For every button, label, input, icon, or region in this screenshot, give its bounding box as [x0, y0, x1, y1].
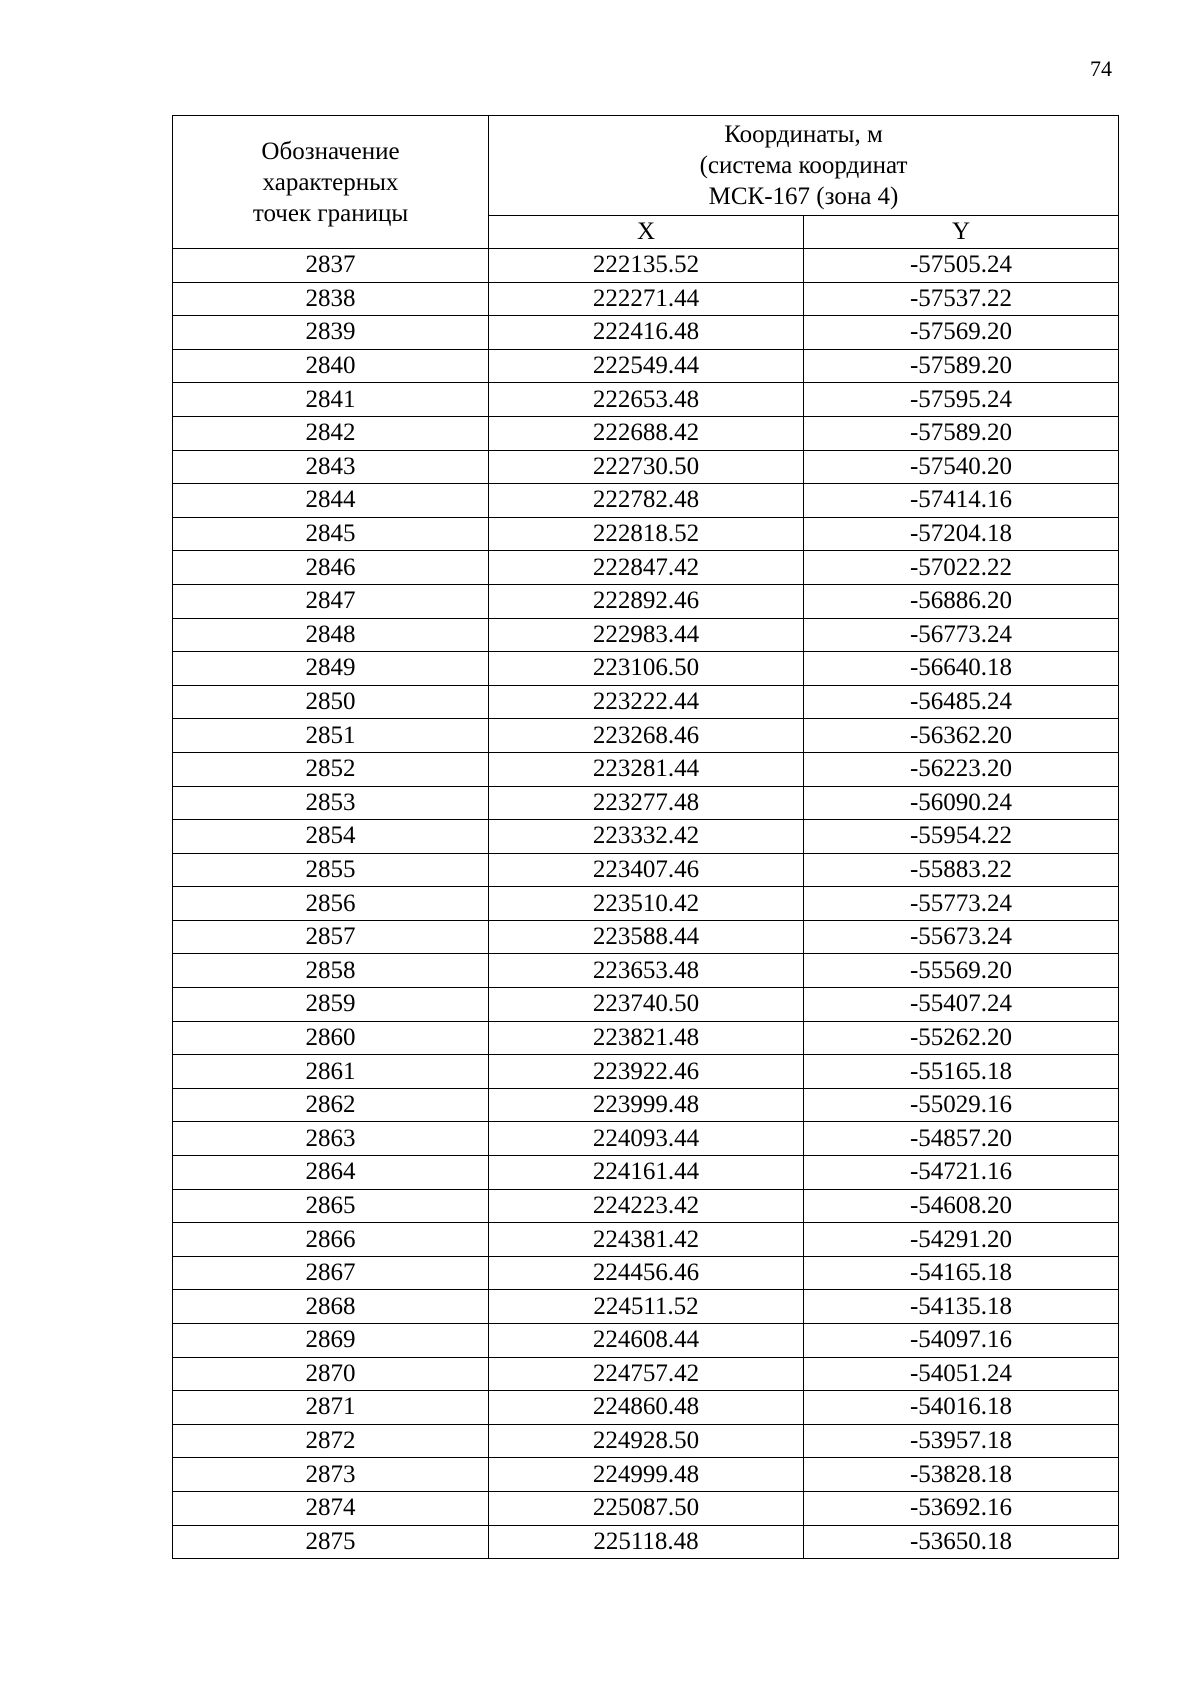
x-coordinate-cell: 222983.44: [489, 618, 804, 652]
point-id-cell: 2860: [173, 1021, 489, 1055]
table-row: [173, 1055, 1119, 1089]
y-coordinate-cell: -57589.20: [804, 349, 1119, 383]
page-number: 74: [1090, 56, 1112, 81]
y-coordinate-cell: -56640.18: [804, 652, 1119, 686]
table-row: [173, 1525, 1119, 1559]
x-coordinate-cell: 225087.50: [489, 1491, 804, 1525]
point-id-cell: 2853: [173, 786, 489, 820]
table-row: [173, 282, 1119, 316]
y-coordinate-cell: -55569.20: [804, 954, 1119, 988]
x-coordinate-cell: 223653.48: [489, 954, 804, 988]
x-coordinate-cell: 222688.42: [489, 416, 804, 450]
x-coordinate-cell: 224161.44: [489, 1156, 804, 1190]
point-id-cell: 2840: [173, 349, 489, 383]
coords-header-line: МСК-167 (зона 4): [708, 182, 899, 210]
point-id-cell: 2857: [173, 920, 489, 954]
point-id-cell: 2869: [173, 1324, 489, 1358]
table-row: [173, 1156, 1119, 1190]
table-row: [173, 719, 1119, 753]
table-row: [173, 618, 1119, 652]
x-coordinate-cell: 224511.52: [489, 1290, 804, 1324]
point-id-cell: 2849: [173, 652, 489, 686]
table-row: [173, 551, 1119, 585]
y-coordinate-cell: -57204.18: [804, 517, 1119, 551]
point-id-cell: 2841: [173, 383, 489, 417]
y-coordinate-cell: -57595.24: [804, 383, 1119, 417]
point-id-cell: 2864: [173, 1156, 489, 1190]
x-coordinate-cell: 224999.48: [489, 1458, 804, 1492]
x-coordinate-cell: 222416.48: [489, 316, 804, 350]
x-coordinate-cell: 223922.46: [489, 1055, 804, 1089]
x-coordinate-cell: 222847.42: [489, 551, 804, 585]
y-coordinate-cell: -55883.22: [804, 853, 1119, 887]
point-id-cell: 2839: [173, 316, 489, 350]
y-coordinate-cell: -56223.20: [804, 752, 1119, 786]
y-coordinate-cell: -55773.24: [804, 887, 1119, 921]
x-coordinate-cell: 223332.42: [489, 820, 804, 854]
point-id-cell: 2843: [173, 450, 489, 484]
x-coordinate-cell: 222782.48: [489, 484, 804, 518]
point-id-cell: 2861: [173, 1055, 489, 1089]
y-coordinate-cell: -56362.20: [804, 719, 1119, 753]
x-coordinate-cell: 222730.50: [489, 450, 804, 484]
table-row: [173, 1424, 1119, 1458]
x-coordinate-cell: 223588.44: [489, 920, 804, 954]
x-coordinate-cell: 223281.44: [489, 752, 804, 786]
x-coordinate-cell: 222818.52: [489, 517, 804, 551]
y-coordinate-cell: -54051.24: [804, 1357, 1119, 1391]
x-coordinate-cell: 223407.46: [489, 853, 804, 887]
table-row: [173, 484, 1119, 518]
x-coordinate-cell: 222135.52: [489, 249, 804, 283]
table-row: [173, 954, 1119, 988]
y-coordinate-cell: -57505.24: [804, 249, 1119, 283]
coords-header-line: (система координат: [699, 151, 908, 179]
x-coordinate-cell: 224223.42: [489, 1189, 804, 1223]
table-row: [173, 416, 1119, 450]
x-coordinate-cell: 222549.44: [489, 349, 804, 383]
x-coordinate-cell: 224928.50: [489, 1424, 804, 1458]
table-body: [173, 249, 1119, 1559]
table-row: [173, 1256, 1119, 1290]
y-coordinate-cell: -54135.18: [804, 1290, 1119, 1324]
table-row: [173, 887, 1119, 921]
x-coordinate-cell: 223277.48: [489, 786, 804, 820]
table-row: [173, 517, 1119, 551]
x-coordinate-cell: 222271.44: [489, 282, 804, 316]
table-row: [173, 752, 1119, 786]
x-coordinate-cell: 223106.50: [489, 652, 804, 686]
y-coordinate-cell: -57589.20: [804, 416, 1119, 450]
y-coordinate-cell: -53692.16: [804, 1491, 1119, 1525]
table-row: [173, 1189, 1119, 1223]
point-header-line: Обозначение: [261, 137, 400, 165]
y-coordinate-cell: -54165.18: [804, 1256, 1119, 1290]
y-coordinate-cell: -55407.24: [804, 988, 1119, 1022]
point-id-cell: 2868: [173, 1290, 489, 1324]
table-row: [173, 1458, 1119, 1492]
point-id-cell: 2855: [173, 853, 489, 887]
x-coordinate-cell: 225118.48: [489, 1525, 804, 1559]
x-coordinate-cell: 223821.48: [489, 1021, 804, 1055]
point-id-cell: 2866: [173, 1223, 489, 1257]
coords-header-line: Координаты, м: [724, 120, 883, 148]
point-id-cell: 2874: [173, 1491, 489, 1525]
y-coordinate-cell: -57537.22: [804, 282, 1119, 316]
table-row: [173, 786, 1119, 820]
point-header-line: точек границы: [252, 199, 409, 227]
y-coordinate-cell: -53957.18: [804, 1424, 1119, 1458]
table-row: [173, 349, 1119, 383]
point-id-cell: 2852: [173, 752, 489, 786]
table-row: [173, 920, 1119, 954]
point-id-cell: 2854: [173, 820, 489, 854]
x-column-header: X: [489, 215, 804, 248]
y-coordinate-cell: -55165.18: [804, 1055, 1119, 1089]
table-row: [173, 1088, 1119, 1122]
table-row: [173, 1290, 1119, 1324]
x-coordinate-cell: 223222.44: [489, 685, 804, 719]
point-id-cell: 2848: [173, 618, 489, 652]
x-coordinate-cell: 224757.42: [489, 1357, 804, 1391]
point-id-cell: 2856: [173, 887, 489, 921]
point-id-cell: 2872: [173, 1424, 489, 1458]
point-id-cell: 2870: [173, 1357, 489, 1391]
point-id-cell: 2850: [173, 685, 489, 719]
table-row: [173, 383, 1119, 417]
table-row: [173, 1324, 1119, 1358]
coordinates-header: [489, 116, 1119, 216]
table-row: [173, 450, 1119, 484]
y-coordinate-cell: -56485.24: [804, 685, 1119, 719]
point-header-line: характерных: [262, 168, 399, 196]
table-row: [173, 1021, 1119, 1055]
table-row: [173, 1122, 1119, 1156]
point-id-cell: 2873: [173, 1458, 489, 1492]
y-coordinate-cell: -55954.22: [804, 820, 1119, 854]
table-row: [173, 988, 1119, 1022]
table-row: [173, 249, 1119, 283]
x-coordinate-cell: 224381.42: [489, 1223, 804, 1257]
y-coordinate-cell: -56773.24: [804, 618, 1119, 652]
x-coordinate-cell: 224456.46: [489, 1256, 804, 1290]
table-row: [173, 853, 1119, 887]
point-id-cell: 2838: [173, 282, 489, 316]
point-id-cell: 2847: [173, 584, 489, 618]
table-row: [173, 820, 1119, 854]
point-id-cell: 2851: [173, 719, 489, 753]
point-id-cell: 2865: [173, 1189, 489, 1223]
point-id-cell: 2845: [173, 517, 489, 551]
point-id-cell: 2858: [173, 954, 489, 988]
y-coordinate-cell: -55673.24: [804, 920, 1119, 954]
y-coordinate-cell: -53828.18: [804, 1458, 1119, 1492]
y-coordinate-cell: -57414.16: [804, 484, 1119, 518]
point-id-cell: 2844: [173, 484, 489, 518]
point-id-cell: 2862: [173, 1088, 489, 1122]
x-coordinate-cell: 222892.46: [489, 584, 804, 618]
x-coordinate-cell: 223740.50: [489, 988, 804, 1022]
y-coordinate-cell: -54608.20: [804, 1189, 1119, 1223]
y-coordinate-cell: -57540.20: [804, 450, 1119, 484]
point-id-cell: 2863: [173, 1122, 489, 1156]
point-id-cell: 2846: [173, 551, 489, 585]
y-coordinate-cell: -54016.18: [804, 1391, 1119, 1425]
y-coordinate-cell: -55029.16: [804, 1088, 1119, 1122]
y-coordinate-cell: -53650.18: [804, 1525, 1119, 1559]
y-coordinate-cell: -55262.20: [804, 1021, 1119, 1055]
x-coordinate-cell: 223510.42: [489, 887, 804, 921]
y-coordinate-cell: -57569.20: [804, 316, 1119, 350]
point-id-cell: 2859: [173, 988, 489, 1022]
table-row: [173, 685, 1119, 719]
table-row: [173, 652, 1119, 686]
x-coordinate-cell: 224860.48: [489, 1391, 804, 1425]
y-coordinate-cell: -56886.20: [804, 584, 1119, 618]
y-coordinate-cell: -57022.22: [804, 551, 1119, 585]
y-coordinate-cell: -56090.24: [804, 786, 1119, 820]
table-row: [173, 1357, 1119, 1391]
y-coordinate-cell: -54721.16: [804, 1156, 1119, 1190]
y-coordinate-cell: -54097.16: [804, 1324, 1119, 1358]
table-row: [173, 1491, 1119, 1525]
table-row: [173, 1391, 1119, 1425]
y-coordinate-cell: -54291.20: [804, 1223, 1119, 1257]
point-id-cell: 2837: [173, 249, 489, 283]
point-id-cell: 2871: [173, 1391, 489, 1425]
table-row: [173, 1223, 1119, 1257]
x-coordinate-cell: 223999.48: [489, 1088, 804, 1122]
y-coordinate-cell: -54857.20: [804, 1122, 1119, 1156]
x-coordinate-cell: 224608.44: [489, 1324, 804, 1358]
table-row: [173, 584, 1119, 618]
point-id-cell: 2842: [173, 416, 489, 450]
coordinates-table: [172, 115, 1119, 1559]
point-id-cell: 2867: [173, 1256, 489, 1290]
x-coordinate-cell: 223268.46: [489, 719, 804, 753]
point-id-cell: 2875: [173, 1525, 489, 1559]
x-coordinate-cell: 224093.44: [489, 1122, 804, 1156]
table-row: [173, 316, 1119, 350]
x-coordinate-cell: 222653.48: [489, 383, 804, 417]
y-column-header: Y: [804, 215, 1119, 248]
point-column-header: [173, 116, 489, 249]
